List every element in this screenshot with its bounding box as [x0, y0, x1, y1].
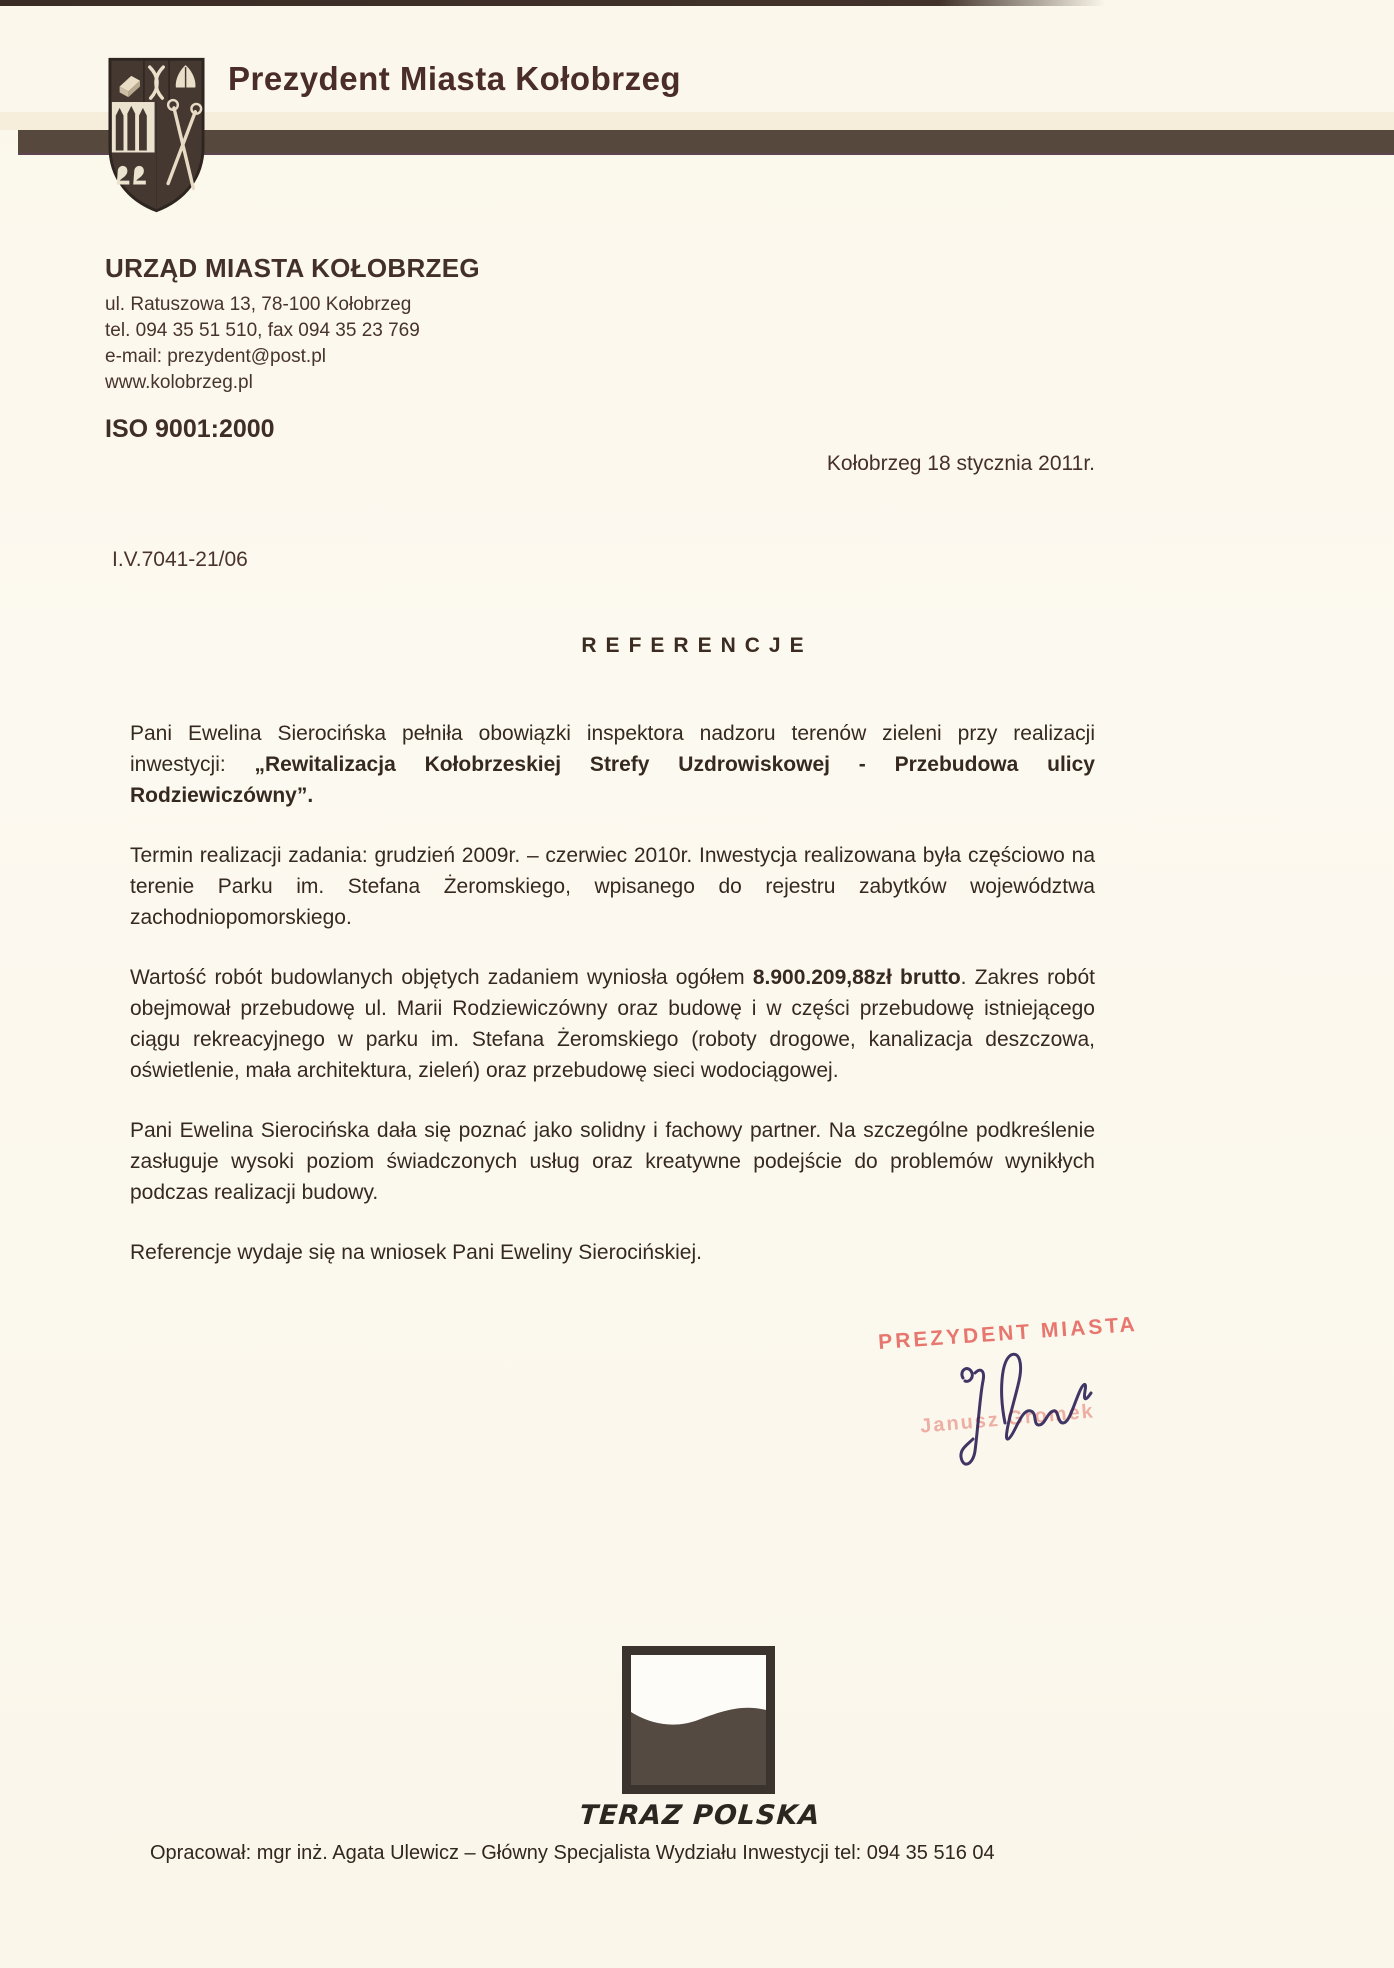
office-name: URZĄD MIASTA KOŁOBRZEG	[105, 253, 480, 283]
paragraph-4: Pani Ewelina Sierocińska dała się poznać jako solidny i fachowy partner. Na szczególne podkreślenie zasługuje wysoki poziom świadczonych usług oraz kreatywne podejście do problemów wynikłych podczas realizacji budowy.	[130, 1119, 1095, 1204]
paragraph-3	[130, 962, 1095, 1086]
teraz-polska-label: TERAZ POLSKA	[578, 1800, 822, 1831]
prepared-by-line: Opracował: mgr inż. Agata Ulewicz – Główny Specjalista Wydziału Inwestycji tel: 094 35 516 04	[150, 1842, 995, 1864]
office-website: www.kolobrzeg.pl	[105, 372, 253, 393]
paragraph-3-bold-amount: 8.900.209,88zł brutto	[752, 966, 961, 989]
paragraph-1-text: Pani Ewelina Sierocińska pełniła obowiązki inspektora nadzoru terenów zieleni przy realizacji inwestycji:	[130, 722, 1095, 776]
scan-edge-artifact	[0, 0, 1105, 6]
reference-number: I.V.7041-21/06	[112, 548, 248, 571]
iso-certification-label: ISO 9001:2000	[105, 415, 275, 443]
sender-contact-block	[105, 253, 480, 396]
paragraph-3-text-after: . Zakres robót obejmował przebudowę ul. Marii Rodziewiczówny oraz budowę i w części przebudowę istniejącego ciągu rekreacyjnego w parku im. Stefana Żeromskiego (roboty drogowe, kanalizacja deszczowa, oświetlenie, mała architektura, zieleń) oraz przebudowę sieci wodociągowej.	[130, 966, 1095, 1082]
page-title: Prezydent Miasta Kołobrzeg	[228, 60, 682, 97]
letter-body	[130, 718, 1095, 1297]
paragraph-1-bold-investment-name: „Rewitalizacja Kołobrzeskiej Strefy Uzdrowiskowej - Przebudowa ulicy Rodziewiczówny”.	[130, 753, 1095, 807]
date-line: Kołobrzeg 18 stycznia 2011r.	[826, 452, 1095, 475]
paragraph-3-text: Wartość robót budowlanych objętych zadaniem wyniosła ogółem	[130, 966, 753, 989]
stamp-signer-name: Janusz Gromek	[919, 1400, 1096, 1438]
office-phone-fax: tel. 094 35 51 510, fax 094 35 23 769	[105, 320, 420, 341]
kolobrzeg-coat-of-arms-icon	[108, 55, 205, 215]
document-title: REFERENCJE	[581, 634, 813, 657]
header-bar	[18, 130, 1394, 155]
office-address: ul. Ratuszowa 13, 78-100 Kołobrzeg	[105, 294, 412, 315]
handwritten-signature	[945, 1333, 1115, 1483]
paragraph-5: Referencje wydaje się na wniosek Pani Eweliny Sierocińskiej.	[130, 1241, 702, 1264]
paragraph-1	[130, 718, 1095, 811]
paragraph-2: Termin realizacji zadania: grudzień 2009r. – czerwiec 2010r. Inwestycja realizowana była częściowo na terenie Parku im. Stefana Żeromskiego, wpisanego do rejestru zabytków województwa zachodniopomorskiego.	[130, 844, 1095, 929]
teraz-polska-logo	[622, 1646, 775, 1794]
header-cream-strip	[0, 112, 1394, 130]
office-email: e-mail: prezydent@post.pl	[105, 346, 326, 367]
stamp-title: PREZYDENT MIASTA	[877, 1312, 1139, 1355]
